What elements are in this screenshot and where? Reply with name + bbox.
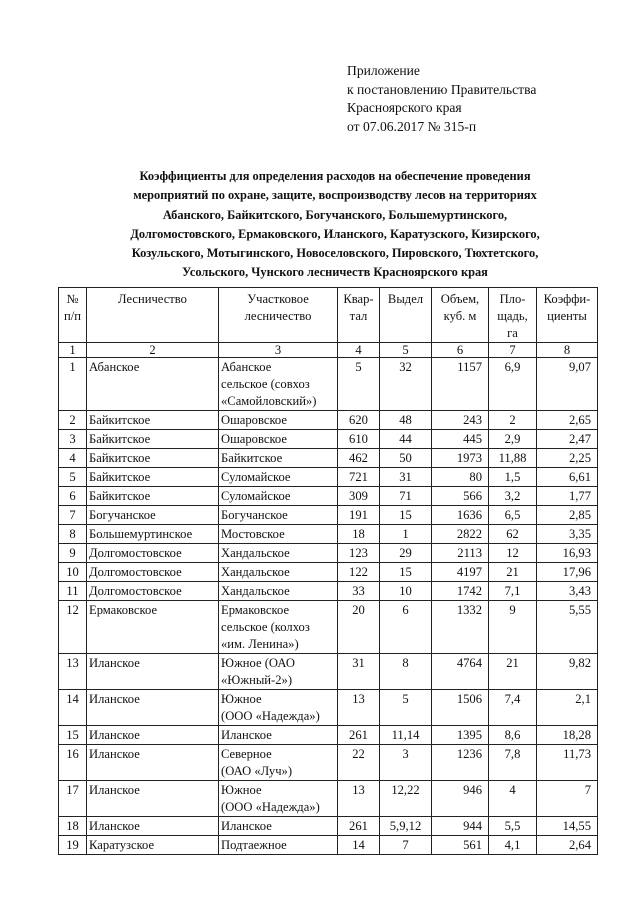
table-cell: 1157 xyxy=(432,358,489,411)
header-cell-quarter: Квар-тал xyxy=(338,288,380,343)
table-cell: Байкитское xyxy=(87,449,219,468)
table-cell: 3,43 xyxy=(537,582,598,601)
table-row xyxy=(59,563,598,582)
table-cell: 14 xyxy=(338,836,380,855)
table-cell: 19 xyxy=(59,836,87,855)
table-cell: 5,9,12 xyxy=(380,817,432,836)
table-cell: Иланское xyxy=(219,726,338,745)
table-cell: 1636 xyxy=(432,506,489,525)
table-cell: 62 xyxy=(489,525,537,544)
table-cell: 610 xyxy=(338,430,380,449)
column-number: 4 xyxy=(338,343,380,358)
table-cell: 1,77 xyxy=(537,487,598,506)
table-cell: 620 xyxy=(338,411,380,430)
header-cell-area: Пло-щадь, га xyxy=(489,288,537,343)
table-row xyxy=(59,487,598,506)
table-cell: 29 xyxy=(380,544,432,563)
table-cell: 15 xyxy=(380,563,432,582)
table-cell: 18 xyxy=(59,817,87,836)
table-cell: 7 xyxy=(537,781,598,817)
table-cell: 1973 xyxy=(432,449,489,468)
table-cell: Абанское сельское (совхоз «Самойловский») xyxy=(219,358,338,411)
table-cell: 7 xyxy=(59,506,87,525)
table-cell: 44 xyxy=(380,430,432,449)
title-line: Коэффициенты для определения расходов на обеспечение проведения xyxy=(139,169,531,183)
table-row xyxy=(59,358,598,411)
appendix-line: от 07.06.2017 № 315-п xyxy=(347,118,477,134)
table-cell: 13 xyxy=(338,690,380,726)
table-cell: 4197 xyxy=(432,563,489,582)
table-cell: Долгомостовское xyxy=(87,582,219,601)
column-number: 8 xyxy=(537,343,598,358)
table-cell: Иланское xyxy=(87,690,219,726)
table-row xyxy=(59,726,598,745)
table-cell: 22 xyxy=(338,745,380,781)
table-cell: Байкитское xyxy=(87,411,219,430)
table-cell: 9,07 xyxy=(537,358,598,411)
table-cell: 2,47 xyxy=(537,430,598,449)
table-cell: Ошаровское xyxy=(219,430,338,449)
appendix-line: к постановлению Правительства xyxy=(347,81,537,97)
table-cell: 32 xyxy=(380,358,432,411)
table-cell: 2 xyxy=(59,411,87,430)
table-cell: 31 xyxy=(338,654,380,690)
header-cell-district: Участковое лесничество xyxy=(219,288,338,343)
column-number: 6 xyxy=(432,343,489,358)
table-cell: Богучанское xyxy=(219,506,338,525)
table-cell: 5 xyxy=(59,468,87,487)
table-cell: Хандальское xyxy=(219,582,338,601)
table-cell: 4 xyxy=(489,781,537,817)
table-cell: 1332 xyxy=(432,601,489,654)
document-title xyxy=(50,167,620,283)
table-cell: 7 xyxy=(380,836,432,855)
table-cell: 20 xyxy=(338,601,380,654)
table-row xyxy=(59,745,598,781)
table-cell: Иланское xyxy=(87,726,219,745)
table-cell: Каратузское xyxy=(87,836,219,855)
table-cell: 2113 xyxy=(432,544,489,563)
table-cell: 4764 xyxy=(432,654,489,690)
table-cell: 309 xyxy=(338,487,380,506)
header-cell-coefficient: Коэффи-циенты xyxy=(537,288,598,343)
table-cell: Большемуртинское xyxy=(87,525,219,544)
table-cell: Ермаковское xyxy=(87,601,219,654)
table-cell: 566 xyxy=(432,487,489,506)
table-cell: 5 xyxy=(338,358,380,411)
table-cell: 11 xyxy=(59,582,87,601)
table-cell: 14 xyxy=(59,690,87,726)
table-cell: 16 xyxy=(59,745,87,781)
table-cell: Долгомостовское xyxy=(87,563,219,582)
table-cell: 6 xyxy=(59,487,87,506)
table-cell: 18 xyxy=(338,525,380,544)
table-cell: Байкитское xyxy=(219,449,338,468)
table-cell: 2,1 xyxy=(537,690,598,726)
table-cell: Северное (ОАО «Луч») xyxy=(219,745,338,781)
table-cell: Подтаежное xyxy=(219,836,338,855)
header-cell-volume: Объем, куб. м xyxy=(432,288,489,343)
table-cell: 16,93 xyxy=(537,544,598,563)
table-cell: 5,5 xyxy=(489,817,537,836)
table-cell: 2,64 xyxy=(537,836,598,855)
table-cell: 2,9 xyxy=(489,430,537,449)
table-cell: 18,28 xyxy=(537,726,598,745)
table-cell: 191 xyxy=(338,506,380,525)
table-cell: 2,25 xyxy=(537,449,598,468)
table-cell: Хандальское xyxy=(219,544,338,563)
table-cell: 31 xyxy=(380,468,432,487)
table-cell: 11,88 xyxy=(489,449,537,468)
table-cell: 10 xyxy=(380,582,432,601)
table-cell: Южное (ООО «Надежда») xyxy=(219,781,338,817)
table-cell: Иланское xyxy=(87,745,219,781)
table-cell: 2,85 xyxy=(537,506,598,525)
table-cell: 1236 xyxy=(432,745,489,781)
table-cell: 71 xyxy=(380,487,432,506)
header-cell-forestry: Лесничество xyxy=(87,288,219,343)
table-cell: 21 xyxy=(489,563,537,582)
table-cell: 243 xyxy=(432,411,489,430)
table-cell: 3,35 xyxy=(537,525,598,544)
table-cell: 6 xyxy=(380,601,432,654)
table-cell: Южное (ОАО «Южный-2») xyxy=(219,654,338,690)
table-cell: 4 xyxy=(59,449,87,468)
column-number: 7 xyxy=(489,343,537,358)
table-cell: Иланское xyxy=(219,817,338,836)
table-cell: 122 xyxy=(338,563,380,582)
table-body xyxy=(59,358,598,855)
table-cell: 1 xyxy=(380,525,432,544)
table-cell: 1395 xyxy=(432,726,489,745)
table-cell: Суломайское xyxy=(219,487,338,506)
table-cell: 946 xyxy=(432,781,489,817)
table-cell: Ермаковское сельское (колхоз «им. Ленина») xyxy=(219,601,338,654)
table-row xyxy=(59,430,598,449)
table-cell: 462 xyxy=(338,449,380,468)
table-cell: 1,5 xyxy=(489,468,537,487)
table-cell: 1742 xyxy=(432,582,489,601)
title-line: Абанского, Байкитского, Богучанского, Большемуртинского, xyxy=(162,207,508,222)
table-cell: 12,22 xyxy=(380,781,432,817)
table-cell: 7,8 xyxy=(489,745,537,781)
table-row xyxy=(59,525,598,544)
table-cell: 261 xyxy=(338,817,380,836)
table-cell: 1506 xyxy=(432,690,489,726)
title-line: Козульского, Мотыгинского, Новоселовского, Пировского, Тюхтетского, xyxy=(131,246,539,261)
table-cell: 15 xyxy=(380,506,432,525)
column-number: 1 xyxy=(59,343,87,358)
table-row xyxy=(59,781,598,817)
table-cell: 9 xyxy=(59,544,87,563)
table-cell: 17,96 xyxy=(537,563,598,582)
table-cell: 561 xyxy=(432,836,489,855)
table-cell: Иланское xyxy=(87,817,219,836)
header-cell-number: № п/п xyxy=(59,288,87,343)
table-cell: 5,55 xyxy=(537,601,598,654)
table-cell: 3 xyxy=(59,430,87,449)
table-row xyxy=(59,582,598,601)
table-cell: 9,82 xyxy=(537,654,598,690)
header-row xyxy=(59,288,598,343)
coefficients-table xyxy=(58,287,598,855)
table-cell: 6,61 xyxy=(537,468,598,487)
header-cell-plot: Выдел xyxy=(380,288,432,343)
table-row xyxy=(59,836,598,855)
table-row xyxy=(59,411,598,430)
table-cell: 6,9 xyxy=(489,358,537,411)
title-line: мероприятий по охране, защите, воспроизводству лесов на территориях xyxy=(133,188,537,203)
table-cell: 11,73 xyxy=(537,745,598,781)
table-cell: Байкитское xyxy=(87,430,219,449)
appendix-line: Красноярского края xyxy=(347,100,462,116)
table-cell: 3 xyxy=(380,745,432,781)
table-cell: 9 xyxy=(489,601,537,654)
table-row xyxy=(59,506,598,525)
table-cell: 2,65 xyxy=(537,411,598,430)
table-cell: 12 xyxy=(59,601,87,654)
appendix-block xyxy=(347,62,536,136)
table-cell: 8 xyxy=(380,654,432,690)
table-cell: 33 xyxy=(338,582,380,601)
table-row xyxy=(59,817,598,836)
table-cell: 445 xyxy=(432,430,489,449)
table-row xyxy=(59,449,598,468)
table-cell: 2822 xyxy=(432,525,489,544)
table-cell: Богучанское xyxy=(87,506,219,525)
table-cell: 8 xyxy=(59,525,87,544)
table-cell: 13 xyxy=(338,781,380,817)
table-cell: 7,4 xyxy=(489,690,537,726)
table-cell: Иланское xyxy=(87,654,219,690)
table-row xyxy=(59,690,598,726)
table-cell: 14,55 xyxy=(537,817,598,836)
table-cell: Ошаровское xyxy=(219,411,338,430)
table-cell: Долгомостовское xyxy=(87,544,219,563)
table-row xyxy=(59,544,598,563)
table-cell: 1 xyxy=(59,358,87,411)
table-cell: 8,6 xyxy=(489,726,537,745)
table-cell: Хандальское xyxy=(219,563,338,582)
table-cell: 48 xyxy=(380,411,432,430)
table-cell: 721 xyxy=(338,468,380,487)
table-cell: 4,1 xyxy=(489,836,537,855)
table-cell: 12 xyxy=(489,544,537,563)
table-cell: Мостовское xyxy=(219,525,338,544)
table-cell: 17 xyxy=(59,781,87,817)
table-cell: 80 xyxy=(432,468,489,487)
table-cell: 15 xyxy=(59,726,87,745)
table-cell: Суломайское xyxy=(219,468,338,487)
table-row xyxy=(59,601,598,654)
table-cell: 261 xyxy=(338,726,380,745)
table-cell: 2 xyxy=(489,411,537,430)
table-cell: 10 xyxy=(59,563,87,582)
table-cell: 6,5 xyxy=(489,506,537,525)
table-cell: Иланское xyxy=(87,781,219,817)
table-cell: Байкитское xyxy=(87,468,219,487)
column-number: 5 xyxy=(380,343,432,358)
table-cell: 13 xyxy=(59,654,87,690)
appendix-line: Приложение xyxy=(347,63,420,78)
column-number-row xyxy=(59,343,598,358)
table-cell: 944 xyxy=(432,817,489,836)
table-cell: Южное (ООО «Надежда») xyxy=(219,690,338,726)
table-cell: 11,14 xyxy=(380,726,432,745)
table-cell: 5 xyxy=(380,690,432,726)
table-cell: Байкитское xyxy=(87,487,219,506)
table-cell: Абанское xyxy=(87,358,219,411)
column-number: 2 xyxy=(87,343,219,358)
table-cell: 50 xyxy=(380,449,432,468)
title-line: Долгомостовского, Ермаковского, Иланского, Каратузского, Кизирского, xyxy=(130,226,540,241)
table-row xyxy=(59,468,598,487)
table-cell: 7,1 xyxy=(489,582,537,601)
table-row xyxy=(59,654,598,690)
table-cell: 21 xyxy=(489,654,537,690)
column-number: 3 xyxy=(219,343,338,358)
title-line: Усольского, Чунского лесничеств Красноярского края xyxy=(182,265,488,280)
table-cell: 123 xyxy=(338,544,380,563)
table-cell: 3,2 xyxy=(489,487,537,506)
